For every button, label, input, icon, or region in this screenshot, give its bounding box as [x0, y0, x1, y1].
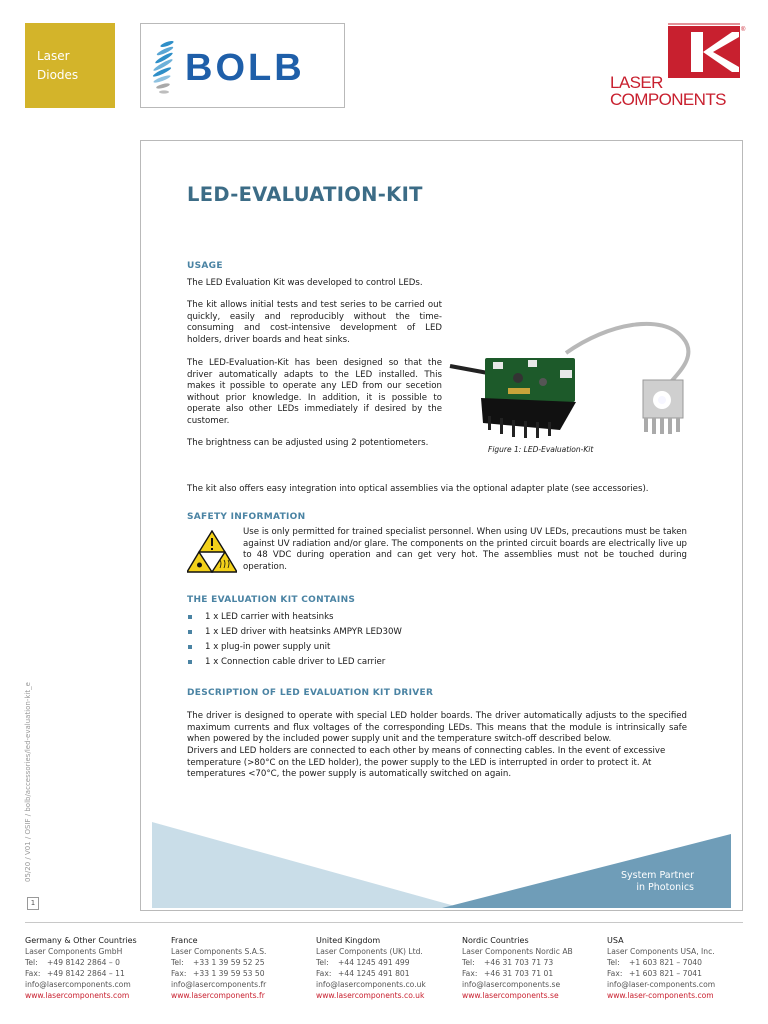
footer-contact-nordic: Nordic Countries Laser Components Nordic AB Tel: +46 31 703 71 73 Fax: +46 31 703 71 01 info@lasercomponents.se www.lasercomponents.se: [462, 935, 602, 1001]
figure-caption: Figure 1: LED-Evaluation-Kit: [488, 445, 594, 454]
phone-number: +33 1 39 59 52 25: [193, 958, 265, 967]
brand-wordmark: [610, 74, 726, 108]
region-name: Nordic Countries: [462, 936, 529, 945]
svg-text:BOLB: BOLB: [185, 47, 305, 89]
contents-list: [187, 610, 402, 670]
description-heading: DESCRIPTION OF LED EVALUATION KIT DRIVER: [187, 688, 434, 698]
email-link[interactable]: info@lasercomponents.fr: [171, 980, 267, 989]
page-title: LED-EVALUATION-KIT: [187, 183, 423, 206]
region-name: United Kingdom: [316, 936, 381, 945]
list-item: 1 x Connection cable driver to LED carrier: [187, 655, 402, 670]
brand-line-2: COMPONENTS: [610, 90, 726, 109]
description-paragraph-2: Drivers and LED holders are connected to each other by means of connecting cables. In the event of excessive temperature (>80°C on the LED holder), the power supply to the LED is interrupted in order to protect it. At temperatures <70°C, the power supply is automatically switched on again.: [187, 746, 666, 780]
fax-number: +44 1245 491 801: [338, 969, 410, 978]
bullet-icon: [188, 645, 192, 649]
footer-contact-france: France Laser Components S.A.S. Tel: +33 1 39 59 52 25 Fax: +33 1 39 59 53 50 info@lasercomponents.fr www.lasercomponents.fr: [171, 935, 311, 1001]
svg-text:®: ®: [741, 27, 746, 33]
usage-paragraph-5: The kit also offers easy integration into optical assemblies via the optional adapter plate (see accessories).: [187, 484, 649, 494]
page-number: 1: [27, 897, 39, 910]
list-item: 1 x LED driver with heatsinks AMPYR LED30W: [187, 625, 402, 640]
fax-number: +49 8142 2864 – 11: [47, 969, 125, 978]
region-name: France: [171, 936, 198, 945]
decorative-wave-banner: [152, 820, 731, 910]
description-paragraph-1: The driver is designed to operate with special LED holder boards. The driver automatically adjusts to the specified maximum currents and flux voltages of the corresponding LEDs. This means that the module is intrinsically safe when powered by the included power supply unit and the temperature switch-off described below.: [187, 711, 687, 745]
footer-divider: [25, 922, 743, 923]
document-reference: 05/20 / V01 / OSIF / bolb/accessories/led-evaluation-kit_e: [24, 682, 32, 882]
usage-paragraph-1: The LED Evaluation Kit was developed to control LEDs.: [187, 278, 423, 288]
email-link[interactable]: info@lasercomponents.com: [25, 980, 131, 989]
list-item: 1 x plug-in power supply unit: [187, 640, 402, 655]
partner-line-1: System Partner: [621, 870, 694, 881]
region-name: USA: [607, 936, 624, 945]
fax-number: +1 603 821 – 7041: [629, 969, 702, 978]
email-link[interactable]: info@lasercomponents.se: [462, 980, 561, 989]
website-link[interactable]: www.lasercomponents.se: [462, 991, 559, 1000]
category-line-2: Diodes: [37, 68, 79, 82]
brand-line-1: LASER: [610, 73, 663, 92]
company-name: Laser Components S.A.S.: [171, 947, 267, 956]
bolb-swirl-icon: [152, 40, 174, 94]
partner-logo-box: [140, 23, 345, 108]
category-line-1: Laser: [37, 49, 70, 63]
usage-paragraph-4: The brightness can be adjusted using 2 potentiometers.: [187, 438, 429, 448]
fax-number: +33 1 39 59 53 50: [193, 969, 265, 978]
partner-line-2: in Photonics: [636, 882, 694, 893]
driver-board: [485, 358, 575, 402]
footer-contact-uk: United Kingdom Laser Components (UK) Ltd. Tel: +44 1245 491 499 Fax: +44 1245 491 801 info@lasercomponents.co.uk www.lasercomponents.co.uk: [316, 935, 456, 1001]
company-name: Laser Components Nordic AB: [462, 947, 573, 956]
company-name: Laser Components GmbH: [25, 947, 123, 956]
product-category-tag: [25, 23, 115, 108]
list-item: 1 x LED carrier with heatsinks: [187, 610, 402, 625]
usage-heading: USAGE: [187, 261, 223, 271]
contents-heading: THE EVALUATION KIT CONTAINS: [187, 595, 356, 605]
website-link[interactable]: www.laser-components.com: [607, 991, 714, 1000]
website-link[interactable]: www.lasercomponents.co.uk: [316, 991, 425, 1000]
safety-text: Use is only permitted for trained specialist personnel. When using UV LEDs, precautions must be taken against UV radiation and/or glare. The components on the printed circuit boards are electrically live up to 48 VDC during operation and can get very hot. The assemblies must not be touched during operation.: [243, 527, 687, 572]
region-name: Germany & Other Countries: [25, 936, 137, 945]
phone-number: +44 1245 491 499: [338, 958, 410, 967]
lc-emblem-icon: [668, 24, 740, 78]
bullet-icon: [188, 660, 192, 664]
website-link[interactable]: www.lasercomponents.fr: [171, 991, 265, 1000]
bullet-icon: [188, 615, 192, 619]
safety-heading: SAFETY INFORMATION: [187, 512, 306, 522]
system-partner-tagline: [588, 870, 694, 894]
website-link[interactable]: www.lasercomponents.com: [25, 991, 130, 1000]
warning-signs-icon: [187, 530, 237, 573]
bullet-icon: [188, 630, 192, 634]
driver-heatsink: [481, 398, 576, 438]
led-evaluation-kit-photo: [448, 318, 698, 443]
fax-number: +46 31 703 71 01: [484, 969, 554, 978]
footer-contact-usa: USA Laser Components USA, Inc. Tel: +1 603 821 – 7040 Fax: +1 603 821 – 7041 info@laser-components.com www.laser-components.com: [607, 935, 747, 1001]
phone-number: +1 603 821 – 7040: [629, 958, 702, 967]
phone-number: +49 8142 2864 – 0: [47, 958, 120, 967]
company-name: Laser Components USA, Inc.: [607, 947, 715, 956]
email-link[interactable]: info@lasercomponents.co.uk: [316, 980, 426, 989]
usage-paragraph-3: The LED-Evaluation-Kit has been designed so that the driver automatically adapts to the LED installed. This makes it possible to operate any LED from our secetion without prior knowledge. In addition, it is possible to operate also other LEDs immediately if desired by the customer.: [187, 358, 442, 426]
phone-number: +46 31 703 71 73: [484, 958, 554, 967]
email-link[interactable]: info@laser-components.com: [607, 980, 716, 989]
bolb-logo: [141, 24, 344, 107]
content-frame: [140, 140, 743, 911]
footer-contact-germany: Germany & Other Countries Laser Components GmbH Tel: +49 8142 2864 – 0 Fax: +49 8142 2864 – 11 info@lasercomponents.com www.lasercomponents.com: [25, 935, 165, 1001]
led-carrier: [643, 380, 683, 434]
usage-paragraph-2: The kit allows initial tests and test series to be carried out quickly, easily and reproducibly without the time-consuming and cost-intensive development of LED holders, driver boards and heat sinks.: [187, 300, 442, 345]
company-name: Laser Components (UK) Ltd.: [316, 947, 423, 956]
